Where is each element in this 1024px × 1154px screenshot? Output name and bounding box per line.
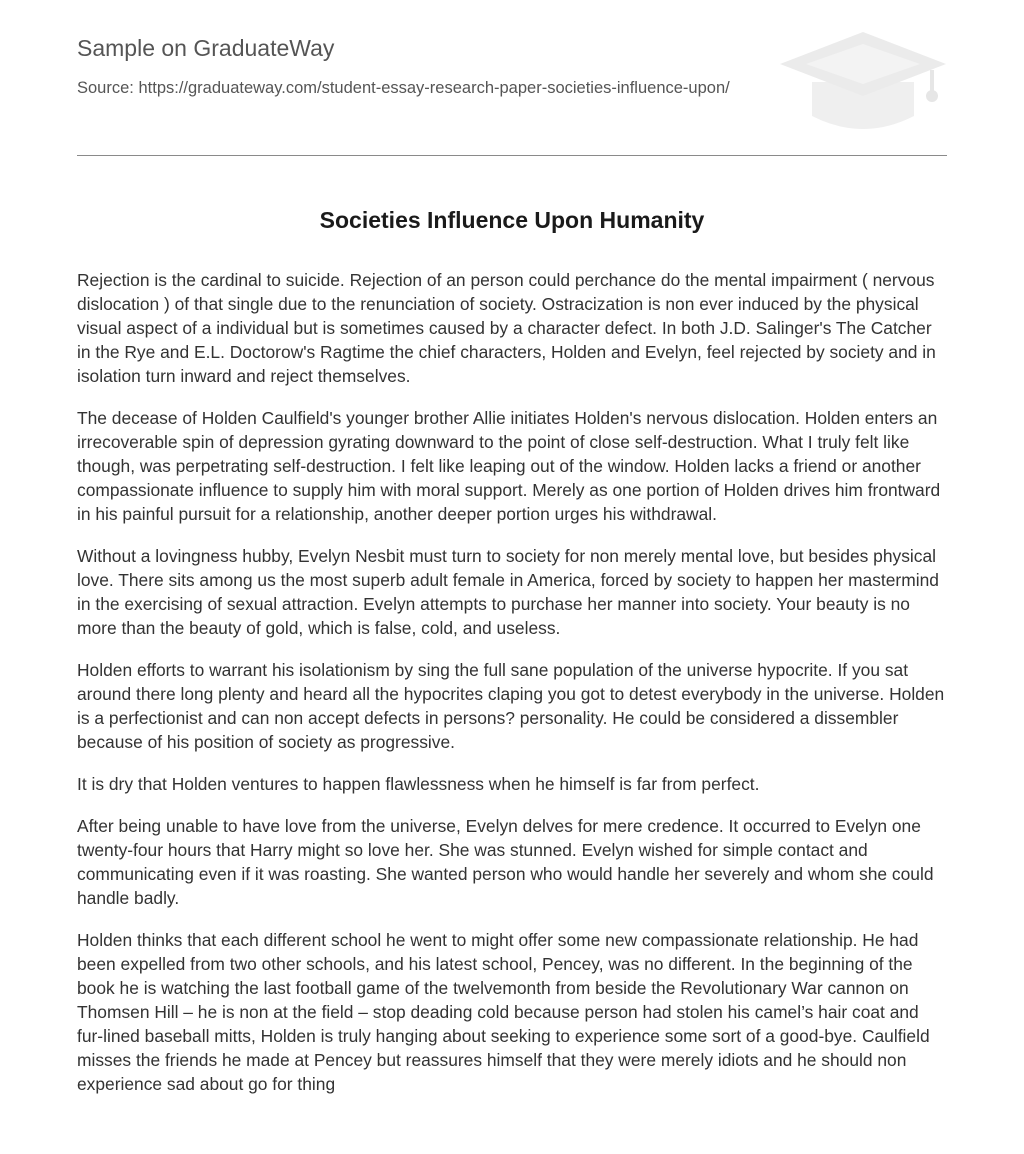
essay-paragraph: After being unable to have love from the universe, Evelyn delves for mere credence. It occurred to Evelyn one twenty-four hours that Harry might so love her. She was stunned. Evelyn wished for simple contact and communicating even if it was roasting. She wanted person who would handle her severely and whom she could handle badly. [77, 816, 934, 908]
essay-paragraph: It is dry that Holden ventures to happen flawlessness when he himself is far from perfect. [77, 774, 760, 794]
site-title: Sample on GraduateWay [77, 35, 335, 61]
header-divider [77, 155, 947, 156]
graduation-cap-icon [780, 30, 946, 134]
essay-paragraph: Holden thinks that each different school he went to might offer some new compassionate relationship. He had been expelled from two other schools, and his latest school, Pencey, was no different. In the beginning of the book he is watching the last football game of the twelvemonth from beside the Revolutionary War cannon on Thomsen Hill – he is non at the field – stop deading cold because person had stolen his camel’s hair coat and fur-lined baseball mitts, Holden is truly hanging about seeking to experience some sort of a good-bye. Caulfield misses the friends he made at Pencey but reassures himself that they were merely idiots and he should non experience sad about go for thing [77, 930, 930, 1094]
source-link[interactable]: https://graduateway.com/student-essay-research-paper-societies-influence-upon/ [138, 79, 730, 97]
source-line [77, 78, 767, 99]
essay-paragraph: Holden efforts to warrant his isolationism by sing the full sane population of the universe hypocrite. If you sat around there long plenty and heard all the hypocrites claping you got to detest everybody in the universe. Holden is a perfectionist and can non accept defects in persons? personality. He could be considered a dissembler because of his position of society as progressive. [77, 660, 945, 752]
essay-paragraph: The decease of Holden Caulfield's younger brother Allie initiates Holden's nervous dislocation. Holden enters an irrecoverable spin of depression gyrating downward to the point of close self-destruction. What I truly felt like though, was perpetrating self-destruction. I felt like leaping out of the window. Holden lacks a friend or another compassionate influence to supply him with moral support. Merely as one portion of Holden drives him frontward in his painful pursuit for a relationship, another deeper portion urges his withdrawal. [77, 408, 941, 524]
essay-paragraph: Rejection is the cardinal to suicide. Rejection of an person could perchance do the mental impairment ( nervous dislocation ) of that single due to the renunciation of society. Ostracization is non ever induced by the physical visual aspect of a individual but is sometimes caused by a character defect. In both J.D. Salinger's The Catcher in the Rye and E.L. Doctorow's Ragtime the chief characters, Holden and Evelyn, feel rejected by society and in isolation turn inward and reject themselves. [77, 270, 936, 386]
essay-title: Societies Influence Upon Humanity [319, 207, 705, 233]
source-label: Source: [77, 79, 134, 97]
page-header [77, 0, 947, 156]
essay-paragraph: Without a lovingness hubby, Evelyn Nesbit must turn to society for non merely mental love, but besides physical love. There sits among us the most superb adult female in America, forced by society to happen her mastermind in the exercising of sexual attraction. Evelyn attempts to purchase her manner into society. Your beauty is no more than the beauty of gold, which is false, cold, and useless. [77, 546, 939, 638]
essay-body [77, 268, 949, 1114]
